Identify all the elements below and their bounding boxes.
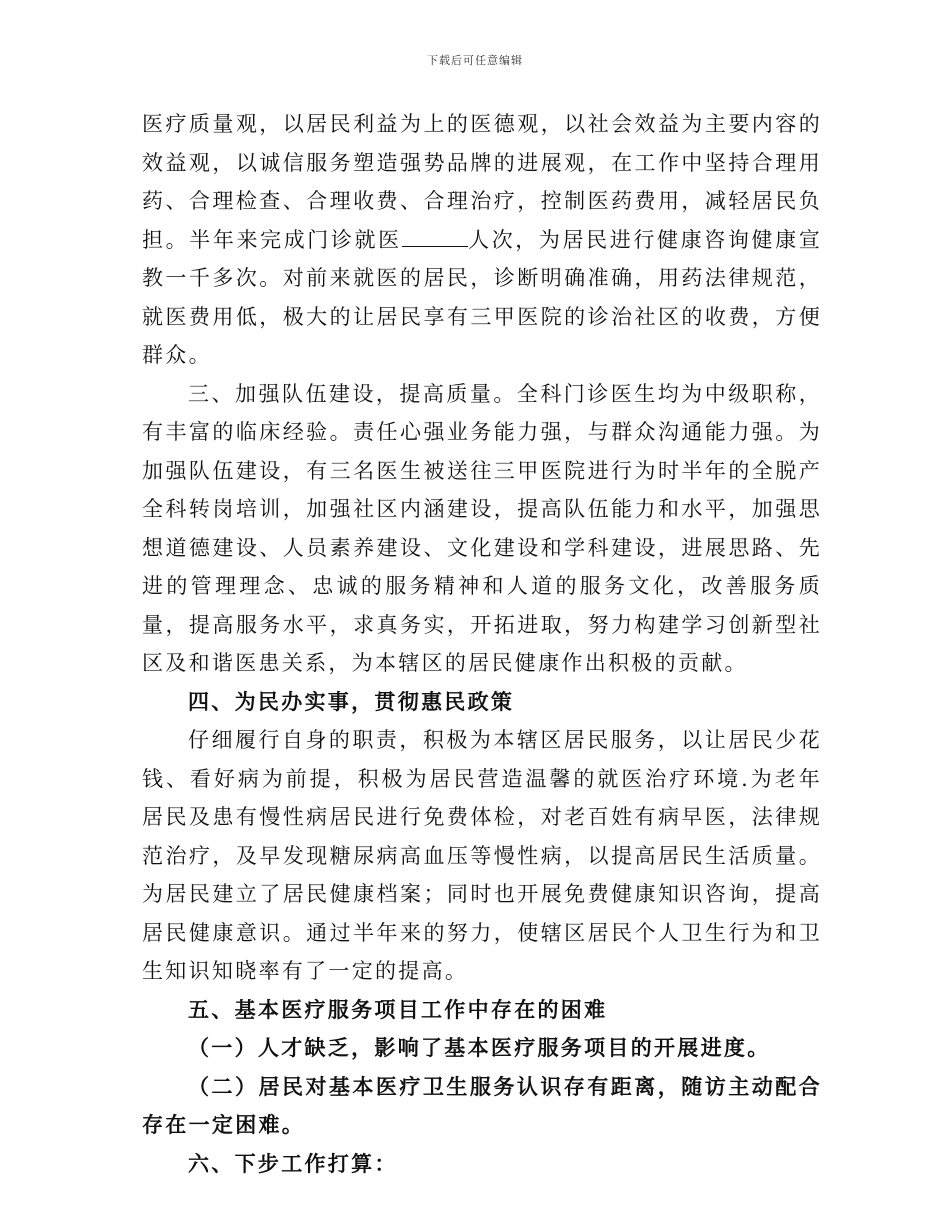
paragraph-medical-quality (142, 105, 822, 375)
difficulty-item-2: （二）居民对基本医疗卫生服务认识存有距离，随访主动配合存在一定困难。 (142, 1073, 822, 1137)
paragraph-text-part1: 医疗质量观，以居民利益为上的医德观，以社会效益为主要内容的效益观，以诚信服务塑造强势品牌的进展观，在工作中坚持合理用药、合理检查、合理收费、合理治疗，控制医药费用，减轻居民负担。半年来完成门诊就医 (142, 112, 822, 252)
document-body (142, 105, 822, 1183)
fill-in-blank (402, 228, 468, 247)
section-heading-5: 五、基本医疗服务项目工作中存在的困难 (188, 996, 608, 1022)
paragraph-team-building: 三、加强队伍建设，提高质量。全科门诊医生均为中级职称，有丰富的临床经验。责任心强业务能力强，与群众沟通能力强。为加强队伍建设，有三名医生被送往三甲医院进行为时半年的全脱产全科转岗培训，加强社区内涵建设，提高队伍能力和水平，加强思想道德建设、人员素养建设、文化建设和学科建设，进展思路、先进的管理理念、忠诚的服务精神和人道的服务文化，改善服务质量，提高服务水平，求真务实，开拓进取，努力构建学习创新型社区及和谐医患关系，为本辖区的居民健康作出积极的贡献。 (142, 381, 822, 675)
section-heading-6: 六、下步工作打算： (188, 1150, 398, 1176)
page-header-note: 下载后可任意编辑 (427, 54, 523, 67)
difficulty-item-1: （一）人才缺乏，影响了基本医疗服务项目的开展进度。 (188, 1035, 771, 1060)
paragraph-text-part2: 人次，为居民进行健康咨询健康宣教一千多次。对前来就医的居民，诊断明确准确，用药法律规范，就医费用低，极大的让居民享有三甲医院的诊治社区的收费，方便群众。 (142, 227, 822, 367)
paragraph-benefit-policy: 仔细履行自身的职责，积极为本辖区居民服务，以让居民少花钱、看好病为前提，积极为居民营造温馨的就医治疗环境.为老年居民及患有慢性病居民进行免费体检，对老百姓有病早医，法律规范治疗，及早发现糖尿病高血压等慢性病，以提高居民生活质量。为居民建立了居民健康档案；同时也开展免费健康知识咨询，提高居民健康意识。通过半年来的努力，使辖区居民个人卫生行为和卫生知识知晓率有了一定的提高。 (142, 728, 822, 983)
section-heading-4: 四、为民办实事，贯彻惠民政策 (188, 688, 515, 714)
